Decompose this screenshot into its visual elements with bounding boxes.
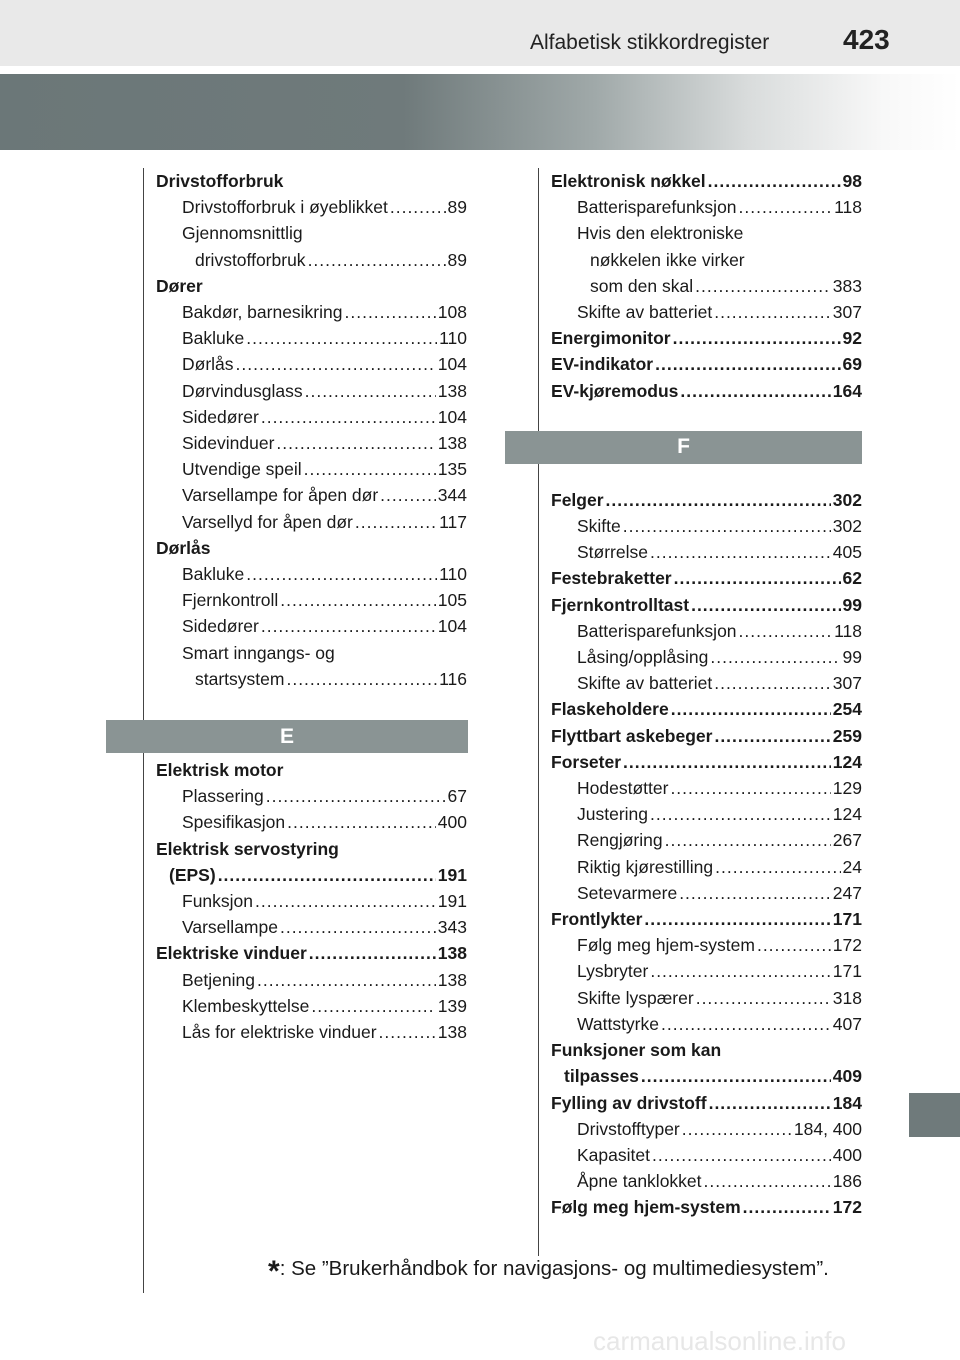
index-entry — [551, 880, 862, 906]
index-entry — [551, 906, 862, 932]
index-column-left — [156, 168, 467, 692]
dot-leader — [246, 325, 437, 351]
index-entry — [156, 509, 467, 535]
index-entry — [551, 325, 862, 351]
index-entry-label: Funksjoner som kan — [551, 1040, 722, 1061]
index-entry-label: nøkkelen ikke virker — [590, 249, 745, 270]
index-entry — [156, 888, 467, 914]
dot-leader — [280, 914, 436, 940]
dot-leader — [757, 932, 831, 958]
index-entry-label: Drivstofforbruk — [156, 171, 284, 191]
index-entry — [156, 809, 467, 835]
index-entry — [156, 561, 467, 587]
dot-leader — [715, 854, 840, 880]
index-entry-label: Skifte lyspærer — [577, 987, 694, 1008]
index-entry — [156, 940, 467, 966]
index-entry-page: 307 — [832, 302, 862, 323]
index-entry-label: Sidedører — [182, 616, 259, 637]
index-entry — [551, 958, 862, 984]
dot-leader — [345, 299, 436, 325]
index-entry-label: EV-kjøremodus — [551, 380, 679, 401]
dot-leader — [670, 775, 830, 801]
index-entry — [551, 696, 862, 722]
index-entry-page: 67 — [447, 786, 467, 807]
index-entry — [551, 299, 862, 325]
index-entry-label: Dørlås — [156, 537, 211, 558]
dot-leader — [739, 194, 833, 220]
index-entry-label: Festebraketter — [551, 568, 672, 589]
index-entry-page: 89 — [447, 197, 467, 218]
dot-leader — [236, 351, 436, 377]
index-entry — [551, 487, 862, 513]
chapter-tab — [909, 1093, 960, 1137]
index-entry — [156, 862, 467, 888]
index-entry-page: 172 — [832, 1197, 862, 1218]
index-entry-page: 24 — [842, 856, 862, 877]
dot-leader — [679, 880, 831, 906]
index-entry-page: 407 — [832, 1013, 862, 1034]
index-entry-label: Flaskeholdere — [551, 699, 669, 720]
dot-leader — [682, 1116, 792, 1142]
index-entry-page: 254 — [832, 699, 862, 720]
index-entry — [551, 194, 862, 220]
index-entry-label: Varsellampe — [182, 917, 278, 938]
dot-leader — [680, 378, 830, 404]
index-entry — [551, 1142, 862, 1168]
dot-leader — [641, 1063, 831, 1089]
index-entry-label: Spesifikasjon — [182, 812, 286, 833]
index-group-e — [156, 757, 467, 1045]
index-entry — [156, 967, 467, 993]
dot-leader — [623, 513, 831, 539]
index-entry — [551, 351, 862, 377]
dot-leader — [606, 487, 831, 513]
dot-leader — [286, 666, 437, 692]
index-entry-label: Felger — [551, 489, 604, 510]
index-entry-label: Fjernkontroll — [182, 590, 279, 611]
index-entry-label: Forseter — [551, 751, 622, 772]
index-group-e-cont — [551, 168, 862, 404]
section-letter-f: F — [505, 431, 862, 464]
index-entry — [551, 723, 862, 749]
index-entry — [156, 273, 467, 299]
index-entry — [551, 1168, 862, 1194]
index-entry — [156, 1019, 467, 1045]
dot-leader — [280, 587, 436, 613]
dot-leader — [623, 749, 831, 775]
index-entry-page: 184 — [832, 1092, 862, 1113]
index-entry-label: Skifte av batteriet — [577, 302, 713, 323]
index-entry-label: Betjening — [182, 969, 255, 990]
index-entry-label: Følg meg hjem-system — [577, 935, 755, 956]
index-entry-page: 138 — [437, 1022, 467, 1043]
index-entry — [551, 539, 862, 565]
index-entry-page: 92 — [842, 328, 862, 349]
index-entry — [551, 1090, 862, 1116]
index-entry-label: Lås for elektriske vinduer — [182, 1022, 377, 1043]
index-entry-page: 108 — [437, 302, 467, 323]
index-entry-label: Skifte — [577, 516, 621, 537]
index-entry-label: Flyttbart askebeger — [551, 725, 713, 746]
index-entry-label: Lysbryter — [577, 961, 649, 982]
index-entry-label: startsystem — [195, 668, 285, 689]
dot-leader — [287, 809, 436, 835]
index-entry-page: 302 — [832, 516, 862, 537]
index-column-left-e — [156, 757, 467, 1045]
section-title: Alfabetisk stikkordregister — [530, 31, 770, 54]
header-banner — [0, 74, 960, 150]
index-entry — [156, 914, 467, 940]
dot-leader — [276, 430, 435, 456]
dot-leader — [255, 888, 436, 914]
index-entry-label: Rengjøring — [577, 830, 663, 851]
index-entry-label: Bakluke — [182, 564, 245, 585]
index-entry — [156, 757, 467, 783]
index-entry — [551, 168, 862, 194]
dot-leader — [673, 325, 841, 351]
dot-leader — [309, 940, 436, 966]
index-entry — [551, 985, 862, 1011]
index-entry-label: Smart inngangs- og — [182, 642, 335, 663]
index-entry-page: 118 — [834, 620, 862, 641]
index-entry-page: 117 — [439, 511, 467, 532]
index-entry-page: 400 — [832, 1144, 862, 1165]
index-entry-page: 99 — [842, 647, 862, 668]
dot-leader — [246, 561, 437, 587]
index-entry-page: 267 — [832, 830, 862, 851]
index-entry-label: Dører — [156, 275, 203, 296]
index-entry-label: Utvendige speil — [182, 459, 302, 480]
dot-leader — [695, 273, 831, 299]
footnote-marker: * — [268, 1255, 280, 1288]
index-entry — [156, 404, 467, 430]
index-entry — [156, 613, 467, 639]
index-entry-label: Bakdør, barnesikring — [182, 302, 343, 323]
index-entry-page: 129 — [832, 778, 862, 799]
index-entry-label: som den skal — [590, 275, 694, 296]
index-entry-label: Riktig kjørestilling — [577, 856, 714, 877]
index-entry-page: 259 — [832, 725, 862, 746]
index-entry-page: 124 — [832, 751, 862, 772]
index-entry-label: Elektronisk nøkkel — [551, 171, 706, 191]
dot-leader — [661, 1011, 831, 1037]
index-entry-label: Åpne tanklokket — [577, 1171, 702, 1192]
dot-leader — [674, 565, 841, 591]
dot-leader — [644, 906, 830, 932]
dot-leader — [650, 958, 830, 984]
dot-leader — [257, 967, 436, 993]
index-entry-page: 191 — [437, 864, 467, 885]
watermark: carmanualsonline.info — [593, 1326, 846, 1356]
dot-leader — [261, 404, 436, 430]
index-group-d — [156, 168, 467, 692]
index-entry-page: 99 — [842, 594, 862, 615]
index-entry — [551, 378, 862, 404]
index-entry-label: Frontlykter — [551, 909, 643, 930]
index-entry-label: Sidedører — [182, 406, 259, 427]
index-entry-label: Varsellampe for åpen dør — [182, 485, 379, 506]
dot-leader — [311, 993, 435, 1019]
dot-leader — [379, 1019, 436, 1045]
dot-leader — [704, 1168, 831, 1194]
index-entry-label: Varsellyd for åpen dør — [182, 511, 353, 532]
index-entry — [156, 482, 467, 508]
index-entry-label: Hvis den elektroniske — [577, 223, 744, 244]
index-entry-page: 247 — [832, 882, 862, 903]
index-entry-page: 62 — [842, 568, 862, 589]
dot-leader — [709, 1090, 831, 1116]
index-entry — [551, 1011, 862, 1037]
index-entry-page: 307 — [832, 673, 862, 694]
index-entry-page: 110 — [439, 564, 467, 585]
index-entry-page: 89 — [447, 249, 467, 270]
index-entry-page: 172 — [832, 935, 862, 956]
dot-leader — [305, 378, 436, 404]
dot-leader — [714, 670, 831, 696]
dot-leader — [691, 592, 840, 618]
dot-leader — [696, 985, 831, 1011]
index-entry-page: 138 — [437, 943, 467, 964]
index-entry — [156, 535, 467, 561]
index-entry-label: Drivstofftyper — [577, 1118, 680, 1139]
dot-leader — [708, 168, 841, 194]
dot-leader — [739, 618, 833, 644]
index-entry — [156, 247, 467, 273]
index-entry-label: Følg meg hjem-system — [551, 1197, 741, 1218]
index-entry — [551, 565, 862, 591]
section-letter-e: E — [106, 720, 468, 753]
index-entry-page: 118 — [834, 197, 862, 218]
index-entry-page: 191 — [437, 891, 467, 912]
index-entry-label: EV-indikator — [551, 354, 654, 375]
index-entry-label: Dørlås — [182, 354, 234, 375]
index-entry-label: Setevarmere — [577, 882, 678, 903]
dot-leader — [671, 696, 831, 722]
index-entry — [156, 351, 467, 377]
index-entry — [551, 827, 862, 853]
index-entry-page: 409 — [832, 1066, 862, 1087]
page-number: 423 — [843, 24, 890, 55]
index-entry — [156, 993, 467, 1019]
index-entry-page: 186 — [832, 1171, 862, 1192]
index-entry — [156, 587, 467, 613]
header-bar — [0, 0, 960, 66]
index-entry-label: drivstofforbruk — [195, 249, 306, 270]
index-entry-label: Klembeskyttelse — [182, 995, 310, 1016]
index-entry-page: 343 — [437, 917, 467, 938]
index-group-f — [551, 487, 862, 1221]
dot-leader — [743, 1194, 831, 1220]
dot-leader — [710, 644, 840, 670]
index-entry — [551, 1194, 862, 1220]
index-entry — [156, 456, 467, 482]
index-entry-label: Gjennomsnittlig — [182, 223, 303, 244]
index-entry-page: 138 — [437, 380, 467, 401]
index-entry-page: 135 — [437, 459, 467, 480]
index-entry-label: Batterisparefunksjon — [577, 197, 737, 218]
index-entry-page: 116 — [439, 668, 467, 689]
dot-leader — [261, 613, 436, 639]
index-entry — [551, 618, 862, 644]
index-entry-page: 139 — [437, 995, 467, 1016]
index-entry-page: 98 — [842, 171, 862, 191]
dot-leader — [380, 482, 436, 508]
index-entry-label: Låsing/opplåsing — [577, 647, 709, 668]
index-entry-label: Elektrisk servostyring — [156, 838, 339, 859]
index-entry — [551, 932, 862, 958]
index-entry — [156, 666, 467, 692]
index-entry-label: Bakluke — [182, 328, 245, 349]
index-entry — [551, 854, 862, 880]
index-entry-label: Sidevinduer — [182, 433, 275, 454]
index-entry-label: Fjernkontrolltast — [551, 594, 690, 615]
index-entry-page: 138 — [437, 969, 467, 990]
index-entry-label: (EPS) — [169, 864, 216, 885]
index-entry-page: 124 — [832, 804, 862, 825]
index-entry-page: 69 — [842, 354, 862, 375]
index-entry-label: Elektriske vinduer — [156, 943, 307, 964]
footnote-text: : Se ”Brukerhåndbok for navigasjons- og multimediesystem”. — [279, 1257, 829, 1280]
index-entry-page: 104 — [437, 616, 467, 637]
dot-leader — [308, 247, 446, 273]
index-entry-label: Hodestøtter — [577, 778, 669, 799]
index-entry — [156, 325, 467, 351]
index-entry-page: 400 — [437, 812, 467, 833]
index-entry-page: 302 — [832, 489, 862, 510]
index-entry-page: 171 — [832, 961, 862, 982]
index-entry-page: 110 — [439, 328, 467, 349]
index-entry-label: Energimonitor — [551, 328, 671, 349]
index-entry — [551, 1116, 862, 1142]
index-entry — [156, 430, 467, 456]
index-entry-label: Størrelse — [577, 542, 648, 563]
index-entry-label: Fylling av drivstoff — [551, 1092, 707, 1113]
index-entry-page: 318 — [832, 987, 862, 1008]
index-entry-label: Justering — [577, 804, 649, 825]
index-entry-page: 405 — [832, 542, 862, 563]
index-entry-page: 184, 400 — [793, 1118, 862, 1139]
index-entry — [156, 194, 467, 220]
index-entry-label: Kapasitet — [577, 1144, 650, 1165]
index-entry-label: Wattstyrke — [577, 1013, 659, 1034]
index-entry-page: 344 — [437, 485, 467, 506]
index-entry-label: Skifte av batteriet — [577, 673, 713, 694]
dot-leader — [266, 783, 446, 809]
index-entry-label: Plassering — [182, 786, 264, 807]
dot-leader — [714, 299, 831, 325]
index-entry-page: 104 — [437, 406, 467, 427]
dot-leader — [665, 827, 831, 853]
dot-leader — [304, 456, 436, 482]
dot-leader — [218, 862, 436, 888]
index-entry-label: Elektrisk motor — [156, 760, 284, 780]
index-entry-label: Funksjon — [182, 891, 254, 912]
dot-leader — [355, 509, 437, 535]
dot-leader — [650, 539, 831, 565]
index-entry — [551, 644, 862, 670]
index-entry — [156, 783, 467, 809]
index-entry-label: Dørvindusglass — [182, 380, 303, 401]
index-column-right — [551, 168, 862, 1221]
dot-leader — [390, 194, 446, 220]
index-entry-page: 164 — [832, 380, 862, 401]
index-entry — [551, 749, 862, 775]
index-entry — [551, 1063, 862, 1089]
index-entry — [551, 273, 862, 299]
index-entry-label: Batterisparefunksjon — [577, 620, 737, 641]
dot-leader — [714, 723, 830, 749]
footnote — [268, 1255, 829, 1289]
index-entry — [156, 378, 467, 404]
index-entry — [551, 513, 862, 539]
index-entry — [551, 592, 862, 618]
dot-leader — [650, 801, 831, 827]
center-column-rule — [538, 168, 539, 1256]
index-entry — [551, 670, 862, 696]
index-entry — [156, 299, 467, 325]
index-entry-page: 105 — [437, 590, 467, 611]
index-entry — [156, 168, 467, 194]
index-entry-page: 171 — [832, 909, 862, 930]
dot-leader — [652, 1142, 831, 1168]
dot-leader — [655, 351, 840, 377]
index-entry — [551, 775, 862, 801]
index-entry-page: 104 — [437, 354, 467, 375]
index-entry-page: 383 — [832, 275, 862, 296]
index-entry — [551, 801, 862, 827]
index-entry-page: 138 — [437, 433, 467, 454]
index-entry-label: Drivstofforbruk i øyeblikket — [182, 197, 388, 218]
index-entry-label: tilpasses — [564, 1066, 639, 1087]
